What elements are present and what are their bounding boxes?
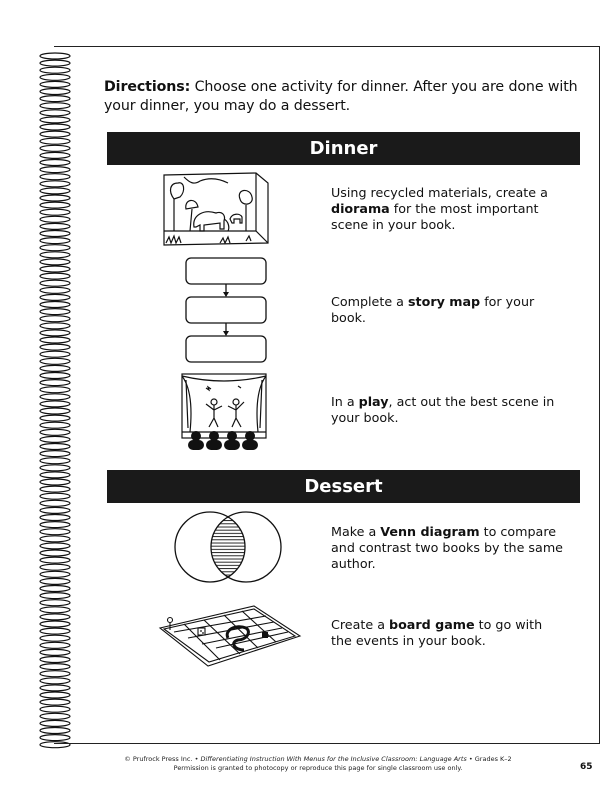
dessert-header: Dessert	[107, 470, 580, 503]
venn-description: Make a Venn diagram to compare and contrast two books by the same author.	[331, 524, 563, 571]
directions-text: Choose one activity for dinner. After you are done with your dinner, you may do a dessert.	[104, 79, 578, 114]
footer-credit-line: © Prufrock Press Inc. • Differentiating Instruction With Menus for the Inclusive Classroom: Language Arts • Grades K–2	[124, 755, 512, 763]
board-game-icon	[154, 598, 306, 670]
directions-label: Directions:	[104, 79, 191, 95]
directions	[104, 78, 584, 115]
page-number: 65	[580, 762, 593, 772]
dinner-header: Dinner	[107, 132, 580, 165]
diorama-icon	[160, 169, 272, 249]
story-map-description: Complete a story map for your book.	[331, 294, 535, 325]
venn-diagram-icon	[164, 510, 294, 584]
board-game-description: Create a board game to go with the events in your book.	[331, 617, 543, 648]
footer	[100, 755, 536, 773]
diorama-description: Using recycled materials, create a diorama for the most important scene in your book.	[331, 185, 548, 232]
play-description: In a play, act out the best scene in your book.	[331, 394, 555, 425]
footer-permission: Permission is granted to photocopy or reproduce this page for single classroom use only.	[173, 764, 463, 772]
play-stage-icon	[176, 372, 272, 450]
story-map-icon	[180, 256, 272, 366]
